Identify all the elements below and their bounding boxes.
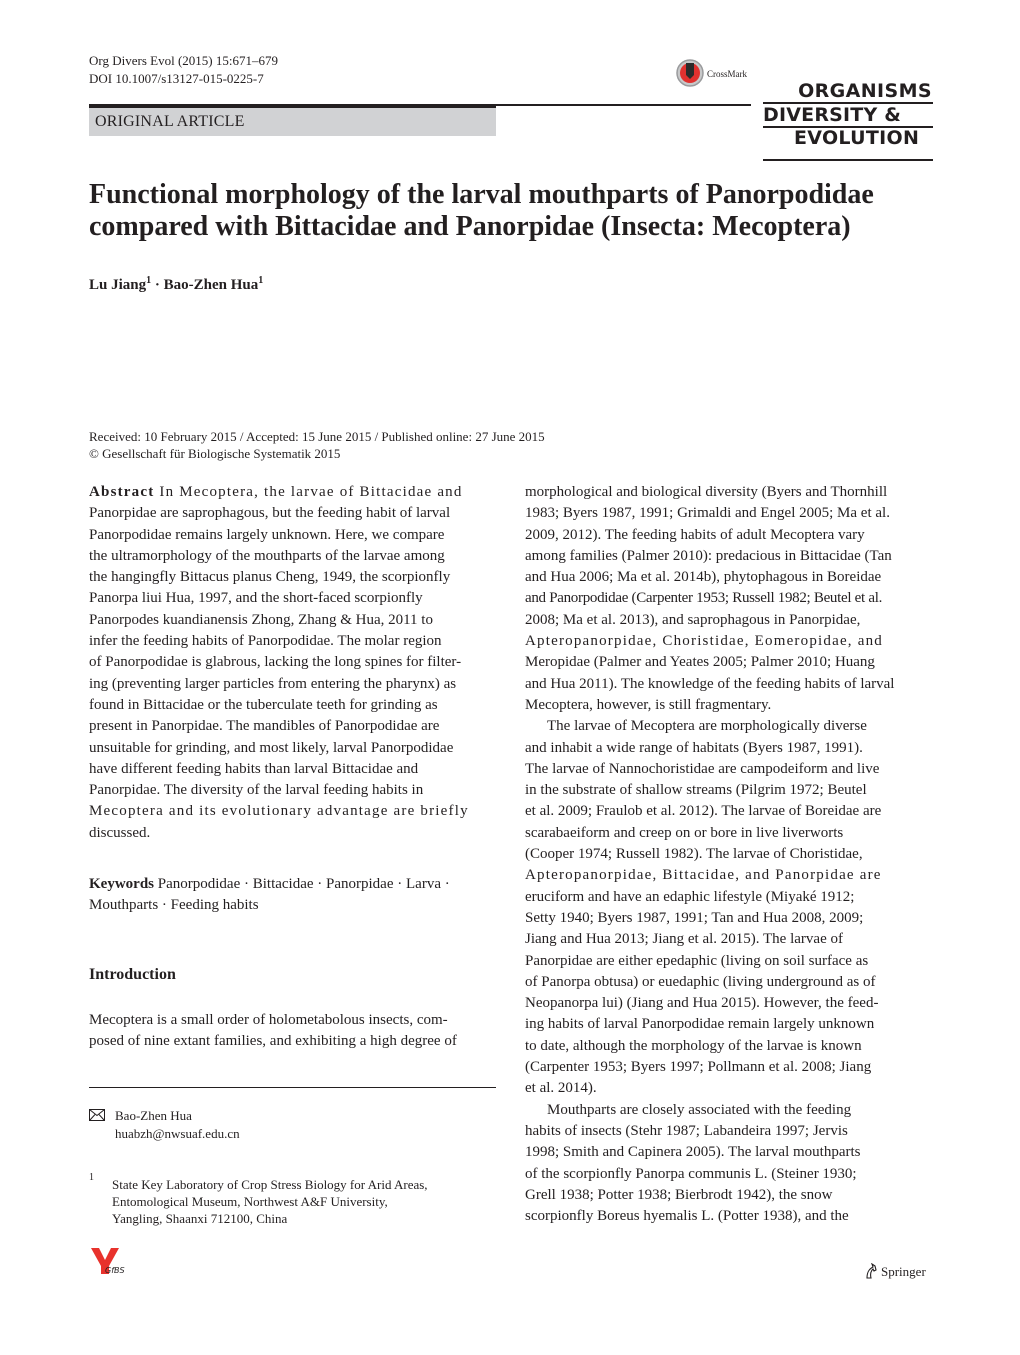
author-name[interactable]: Bao-Zhen Hua <box>163 277 259 293</box>
body-line: Meropidae (Palmer and Yeates 2005; Palmer 2010; Huang <box>525 654 875 671</box>
keywords-line: Keywords Panorpodidae · Bittacidae · Panorpidae · Larva · <box>89 876 450 892</box>
journal-logo-line3: EVOLUTION <box>794 127 920 149</box>
body-line: and Hua 2006; Ma et al. 2014b), phytophagous in Boreidae <box>525 569 882 586</box>
keywords-block <box>89 874 496 917</box>
body-line: scarabaeiform and creep on or bore in live liverworts <box>525 824 844 841</box>
abstract-line: Abstract In Mecoptera, the larvae of Bittacidae and <box>89 484 463 500</box>
abstract-line: Panorpa liui Hua, 1997, and the short-faced scorpionfly <box>89 590 423 607</box>
introduction-heading: Introduction <box>89 966 176 983</box>
abstract-line: found in Bittacidae or the tuberculate teeth for grinding as <box>89 696 438 713</box>
body-line: Panorpidae are either epedaphic (living on soil surface as <box>525 952 869 969</box>
keywords-label: Keywords <box>89 876 154 892</box>
body-line: Apteropanorpidae, Bittacidae, and Panorpidae are <box>525 867 882 884</box>
publication-dates <box>89 428 545 462</box>
body-line: Setty 1940; Byers 1987, 1991; Tan and Hua 2008, 2009; <box>525 909 864 926</box>
author-affiliation-mark: 1 <box>258 275 264 286</box>
body-line: The larvae of Mecoptera are morphologically diverse <box>547 718 867 735</box>
intro-line: posed of nine extant families, and exhibiting a high degree of <box>89 1033 457 1050</box>
body-line: habits of insects (Stehr 1987; Labandeira 1997; Jervis <box>525 1122 848 1139</box>
copyright-icon: © <box>89 446 99 461</box>
abstract-line: present in Panorpidae. The mandibles of Panorpodidae are <box>89 718 440 735</box>
copyright-line <box>89 445 545 462</box>
logo-rule-3 <box>763 159 933 161</box>
correspondence-email[interactable]: huabzh@nwsuaf.edu.cn <box>115 1126 240 1141</box>
author-affiliation-mark: 1 <box>146 275 152 286</box>
article-type-banner: ORIGINAL ARTICLE <box>89 106 496 136</box>
journal-logo <box>763 80 933 162</box>
body-line: among families (Palmer 2010): predacious in Bittacidae (Tan <box>525 547 892 564</box>
title-line-1: Functional morphology of the larval mouthparts of Panorpodidae <box>89 179 874 210</box>
journal-citation: Org Divers Evol (2015) 15:671–679 <box>89 53 278 68</box>
body-line: and Panorpodidae (Carpenter 1953; Russell 1982; Beutel et al. <box>525 590 883 607</box>
body-line: of Panorpa obtusa) or euedaphic (living underground as of <box>525 973 876 990</box>
body-line: (Cooper 1974; Russell 1982). The larvae of Choristidae, <box>525 846 863 863</box>
affiliation-text: State Key Laboratory of Crop Stress Biology for Arid Areas, Entomological Museum, Northwest A&F University, Yangling, Shaanxi 712100, China <box>112 1177 428 1226</box>
body-line: of the scorpionfly Panorpa communis L. (Steiner 1930; <box>525 1165 857 1182</box>
abstract-line: the hangingfly Bittacus planus Cheng, 1949, the scorpionfly <box>89 569 451 586</box>
body-line: in the substrate of shallow streams (Pilgrim 1972; Beutel <box>525 782 867 799</box>
correspondence-name: Bao-Zhen Hua <box>115 1108 192 1123</box>
body-text-right <box>525 482 933 1227</box>
body-line: Mouthparts are closely associated with the feeding <box>547 1101 852 1118</box>
received-accepted-published: Received: 10 February 2015 / Accepted: 15 June 2015 / Published online: 27 June 2015 <box>89 429 545 444</box>
author-list <box>89 275 263 294</box>
body-line: 1983; Byers 1987, 1991; Grimaldi and Engel 2005; Ma et al. <box>525 505 890 522</box>
footnote-rule <box>89 1087 496 1088</box>
body-line: eruciform and have an edaphic lifestyle (Miyaké 1912; <box>525 888 855 905</box>
abstract-label: Abstract <box>89 484 155 500</box>
article-title <box>89 179 949 243</box>
abstract-line: Panorpidae. The diversity of the larval feeding habits in <box>89 782 424 799</box>
body-line: 2008; Ma et al. 2013), and saprophagous in Panorpidae, <box>525 611 861 628</box>
body-line: and inhabit a wide range of habitats (Byers 1987, 1991). <box>525 739 863 756</box>
keywords-line: Mouthparts · Feeding habits <box>89 897 259 914</box>
abstract-line: ing (preventing larger particles from entering the pharynx) as <box>89 675 457 692</box>
abstract-line: discussed. <box>89 824 151 841</box>
journal-logo-line1: ORGANISMS <box>798 80 932 102</box>
body-line: Jiang and Hua 2013; Jiang et al. 2015). The larvae of <box>525 931 843 948</box>
abstract-line: have different feeding habits than larval Bittacidae and <box>89 760 419 777</box>
body-line: Grell 1938; Potter 1938; Bierbrodt 1942), the snow <box>525 1186 833 1203</box>
abstract-line: Mecoptera and its evolutionary advantage are briefly <box>89 803 469 820</box>
body-line: morphological and biological diversity (Byers and Thornhill <box>525 484 888 500</box>
body-line: to date, although the morphology of the larvae is known <box>525 1037 862 1054</box>
springer-horse-icon <box>864 1263 878 1279</box>
body-line: The larvae of Nannochoristidae are campodeiform and live <box>525 760 880 777</box>
affiliation-number: 1 <box>89 1172 94 1183</box>
copyright-holder: Gesellschaft für Biologische Systematik 2015 <box>102 446 341 461</box>
body-line: et al. 2014). <box>525 1080 597 1097</box>
abstract-line: unsuitable for grinding, and most likely, larval Panorpodidae <box>89 739 454 756</box>
gfbs-logo <box>89 1246 127 1276</box>
gfbs-logo-text: GfBS <box>105 1266 125 1275</box>
body-line: and Hua 2011). The knowledge of the feeding habits of larval <box>525 675 895 692</box>
body-line: Neopanorpa lui) (Jiang and Hua 2015). However, the feed- <box>525 995 879 1012</box>
abstract-line: infer the feeding habits of Panorpodidae. The molar region <box>89 633 442 650</box>
abstract-line: Panorpodidae remains largely unknown. Here, we compare <box>89 526 445 543</box>
author-name[interactable]: Lu Jiang <box>89 277 147 293</box>
crossmark-icon[interactable] <box>674 58 706 88</box>
envelope-icon <box>89 1108 105 1120</box>
journal-logo-line2: DIVERSITY & <box>763 104 902 126</box>
springer-logo-text: Springer <box>881 1264 926 1279</box>
body-line: 1998; Smith and Capinera 2005). The larval mouthparts <box>525 1144 861 1161</box>
body-line: Apteropanorpidae, Choristidae, Eomeropidae, and <box>525 633 883 650</box>
body-line: 2009, 2012). The feeding habits of adult Mecoptera vary <box>525 526 865 543</box>
body-line: scorpionfly Boreus hyemalis L. (Potter 1938), and the <box>525 1208 849 1225</box>
author-separator: · <box>154 277 160 293</box>
abstract-block <box>89 482 496 844</box>
body-line: ing habits of larval Panorpodidae remain largely unknown <box>525 1016 875 1033</box>
crossmark-label: CrossMark <box>707 69 747 79</box>
abstract-line: of Panorpodidae is glabrous, lacking the long spines for filter- <box>89 654 462 671</box>
body-line: Mecoptera, however, is still fragmentary. <box>525 696 772 713</box>
intro-line: Mecoptera is a small order of holometabolous insects, com- <box>89 1012 448 1028</box>
doi-link[interactable]: DOI 10.1007/s13127-015-0225-7 <box>89 71 264 86</box>
body-line: (Carpenter 1953; Byers 1997; Pollmann et al. 2008; Jiang <box>525 1059 872 1076</box>
abstract-line: the ultramorphology of the mouthparts of the larvae among <box>89 547 445 564</box>
title-line-2: compared with Bittacidae and Panorpidae (Insecta: Mecoptera) <box>89 211 851 242</box>
introduction-text <box>89 1010 496 1053</box>
body-line: et al. 2009; Fraulob et al. 2012). The larvae of Boreidae are <box>525 803 882 820</box>
abstract-line: Panorpodes kuandianensis Zhong, Zhang & Hua, 2011 to <box>89 611 433 628</box>
abstract-line: Panorpidae are saprophagous, but the feeding habit of larval <box>89 505 451 522</box>
